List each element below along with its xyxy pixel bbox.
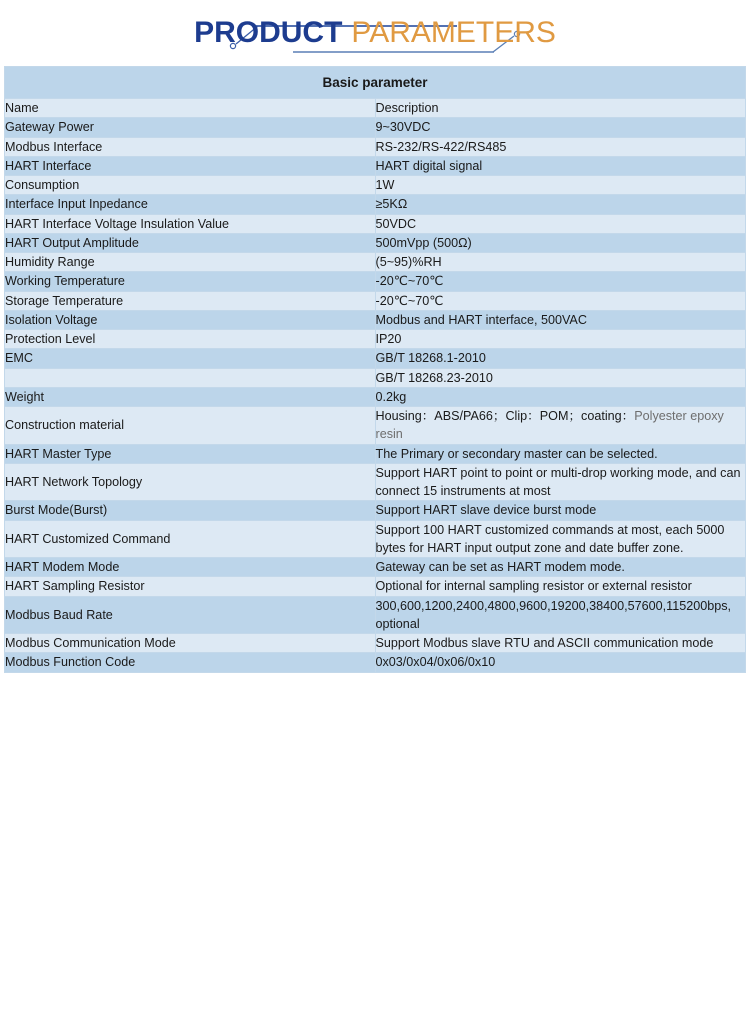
parameter-description-cell: Description — [375, 99, 746, 118]
parameter-description-cell: 1W — [375, 176, 746, 195]
table-row — [5, 407, 746, 445]
parameter-name-cell: HART Sampling Resistor — [5, 577, 376, 596]
table-row — [5, 99, 746, 118]
table-row — [5, 272, 746, 291]
table-row — [5, 463, 746, 501]
table-row — [5, 330, 746, 349]
parameter-description-cell: -20℃~70℃ — [375, 272, 746, 291]
table-row — [5, 349, 746, 368]
parameter-description-cell: GB/T 18268.1-2010 — [375, 349, 746, 368]
parameter-name-cell: Humidity Range — [5, 253, 376, 272]
table-row — [5, 653, 746, 672]
parameter-name-cell: HART Master Type — [5, 444, 376, 463]
parameter-name-cell: HART Modem Mode — [5, 558, 376, 577]
parameter-description-cell: Support HART slave device burst mode — [375, 501, 746, 520]
parameter-description-cell: Gateway can be set as HART modem mode. — [375, 558, 746, 577]
banner-title-primary: PRODUCT — [194, 16, 343, 49]
table-row — [5, 137, 746, 156]
parameter-description-cell: GB/T 18268.23-2010 — [375, 368, 746, 387]
table-row — [5, 176, 746, 195]
parameter-description-cell — [375, 407, 746, 445]
table-row — [5, 310, 746, 329]
parameter-name-cell: Modbus Baud Rate — [5, 596, 376, 634]
parameter-description-cell: Support Modbus slave RTU and ASCII communication mode — [375, 634, 746, 653]
parameter-description-cell: Support HART point to point or multi-drop working mode, and can connect 15 instruments at most — [375, 463, 746, 501]
parameter-description-cell: The Primary or secondary master can be selected. — [375, 444, 746, 463]
parameter-name-cell: Working Temperature — [5, 272, 376, 291]
parameter-name-cell: Consumption — [5, 176, 376, 195]
page-banner — [0, 0, 750, 66]
parameter-description-cell: Optional for internal sampling resistor or external resistor — [375, 577, 746, 596]
parameter-description-cell: 300,600,1200,2400,4800,9600,19200,38400,57600,115200bps, optional — [375, 596, 746, 634]
table-row — [5, 501, 746, 520]
table-row — [5, 634, 746, 653]
parameter-name-cell — [5, 368, 376, 387]
table-row — [5, 368, 746, 387]
table-row — [5, 195, 746, 214]
parameter-description-cell: ≥5KΩ — [375, 195, 746, 214]
table-row — [5, 596, 746, 634]
parameter-description-cell: Support 100 HART customized commands at most, each 5000 bytes for HART input output zone and date buffer zone. — [375, 520, 746, 558]
parameter-name-cell: HART Customized Command — [5, 520, 376, 558]
parameter-description-cell: Modbus and HART interface, 500VAC — [375, 310, 746, 329]
product-parameters-table — [4, 66, 746, 673]
parameter-name-cell: Storage Temperature — [5, 291, 376, 310]
table-title-row — [5, 67, 746, 99]
parameter-description-cell: RS-232/RS-422/RS485 — [375, 137, 746, 156]
parameter-name-cell: Weight — [5, 387, 376, 406]
parameter-name-cell: HART Network Topology — [5, 463, 376, 501]
parameter-name-cell: Construction material — [5, 407, 376, 445]
table-row — [5, 253, 746, 272]
table-row — [5, 577, 746, 596]
parameter-name-cell: HART Output Amplitude — [5, 233, 376, 252]
parameter-name-cell: Modbus Communication Mode — [5, 634, 376, 653]
parameter-description-cell: IP20 — [375, 330, 746, 349]
table-row — [5, 558, 746, 577]
parameter-description-cell: 50VDC — [375, 214, 746, 233]
parameter-name-cell: Burst Mode(Burst) — [5, 501, 376, 520]
table-row — [5, 520, 746, 558]
table-body — [5, 99, 746, 673]
parameter-name-cell: EMC — [5, 349, 376, 368]
table-row — [5, 387, 746, 406]
parameter-description-cell: 0x03/0x04/0x06/0x10 — [375, 653, 746, 672]
parameter-name-cell: Modbus Function Code — [5, 653, 376, 672]
table-row — [5, 233, 746, 252]
table-row — [5, 156, 746, 175]
parameter-name-cell: Interface Input Inpedance — [5, 195, 376, 214]
banner-title-secondary: PARAMETERS — [351, 16, 556, 49]
parameter-description-cell: 500mVpp (500Ω) — [375, 233, 746, 252]
table-row — [5, 291, 746, 310]
parameter-description-cell: HART digital signal — [375, 156, 746, 175]
table-row — [5, 118, 746, 137]
parameter-name-cell: Modbus Interface — [5, 137, 376, 156]
parameter-description-cell: 0.2kg — [375, 387, 746, 406]
description-text-accent: Polyester epoxy resin — [375, 409, 724, 442]
parameter-name-cell: Protection Level — [5, 330, 376, 349]
parameter-name-cell: Isolation Voltage — [5, 310, 376, 329]
parameter-name-cell: Name — [5, 99, 376, 118]
parameter-name-cell: HART Interface Voltage Insulation Value — [5, 214, 376, 233]
parameter-name-cell: Gateway Power — [5, 118, 376, 137]
table-row — [5, 444, 746, 463]
parameter-description-cell: (5~95)%RH — [375, 253, 746, 272]
table-title: Basic parameter — [5, 67, 746, 99]
parameter-description-cell: 9~30VDC — [375, 118, 746, 137]
parameter-description-cell: -20℃~70℃ — [375, 291, 746, 310]
table-row — [5, 214, 746, 233]
description-text-main: Housing：ABS/PA66；Clip：POM；coating： — [375, 409, 635, 423]
parameter-name-cell: HART Interface — [5, 156, 376, 175]
banner-title — [0, 0, 750, 66]
